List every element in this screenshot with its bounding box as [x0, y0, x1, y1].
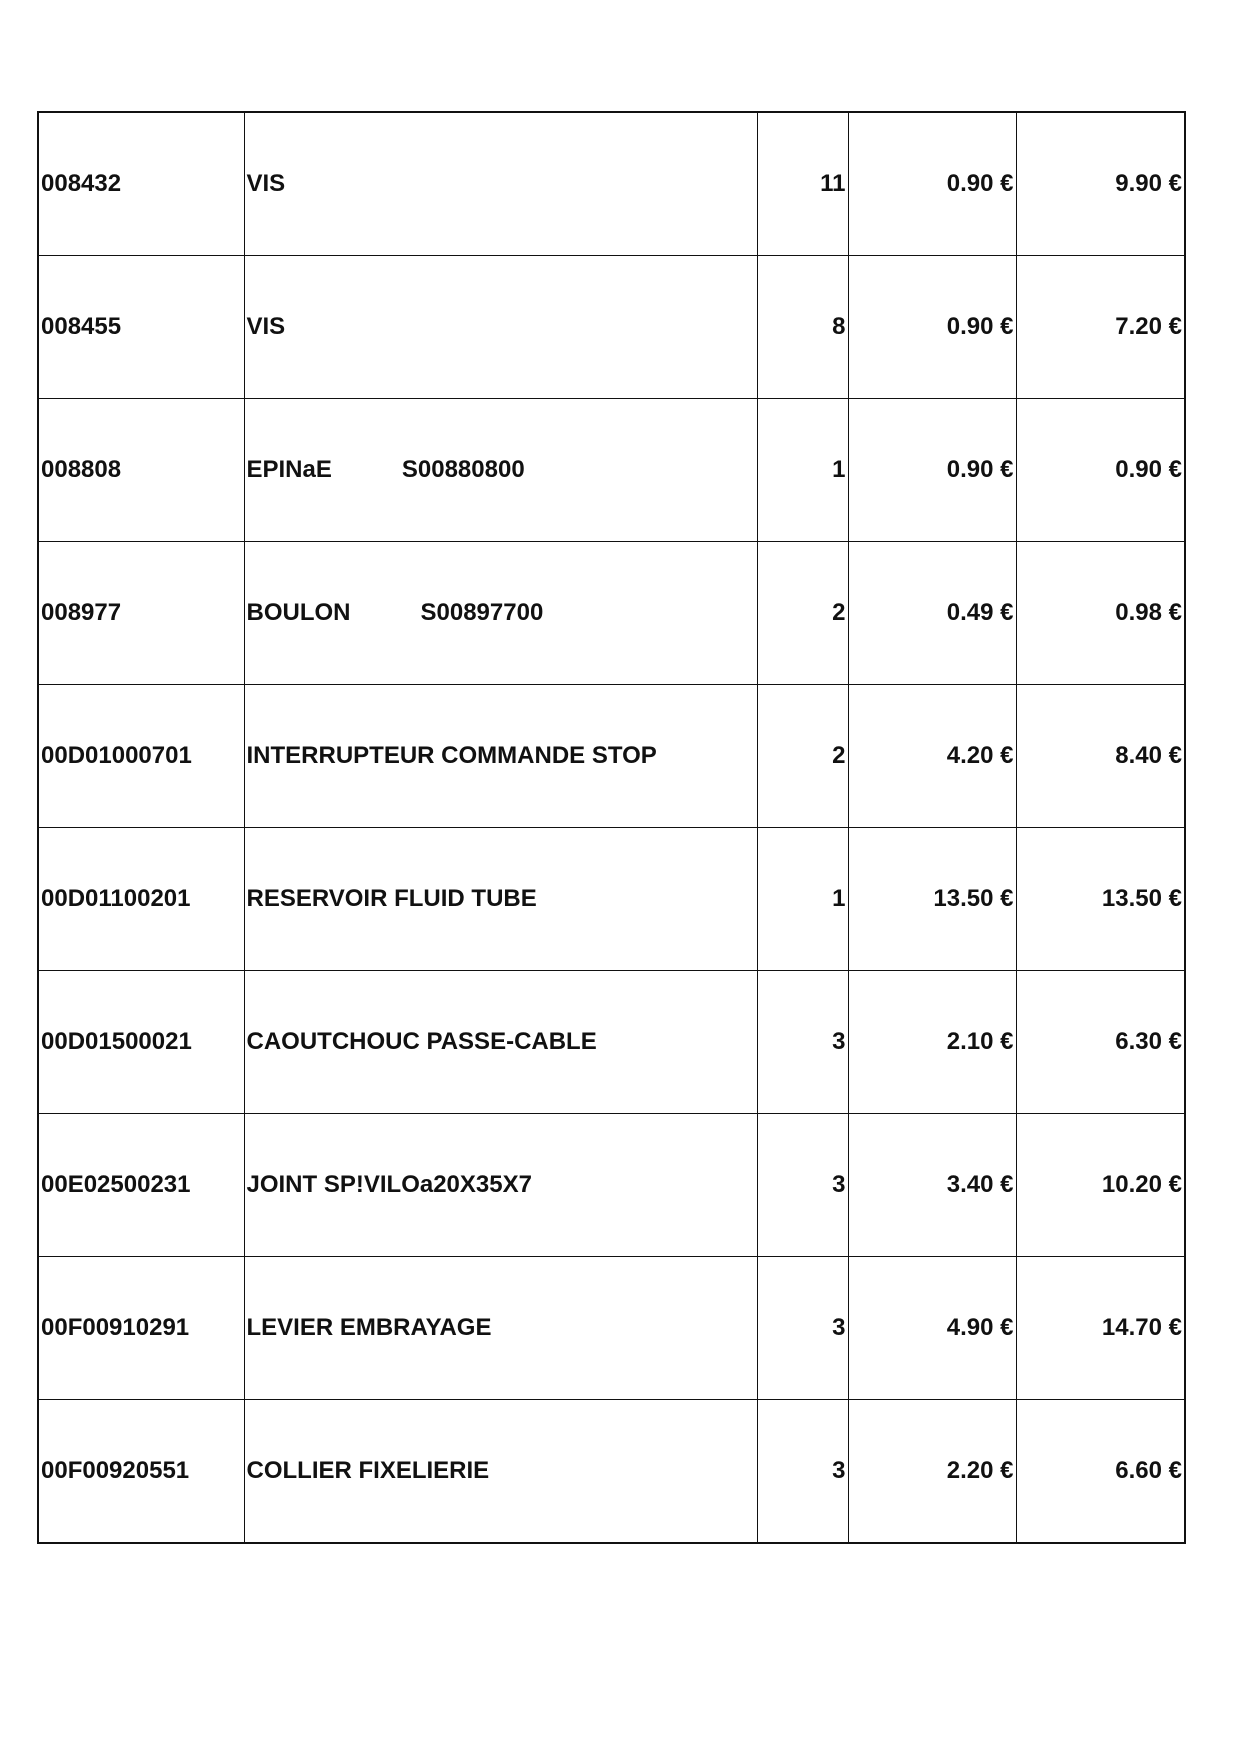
part-code: 008432 — [38, 112, 244, 256]
unit-price: 3.40 € — [848, 1114, 1016, 1257]
line-total: 6.30 € — [1016, 971, 1185, 1114]
part-reference: S00897700 — [420, 599, 544, 626]
description-text: INTERRUPTEUR COMMANDE STOP — [246, 742, 657, 769]
table-row — [38, 256, 1185, 399]
unit-price: 4.20 € — [848, 685, 1016, 828]
description-text: RESERVOIR FLUID TUBE — [246, 885, 537, 912]
line-total: 0.98 € — [1016, 542, 1185, 685]
part-description — [244, 542, 757, 685]
unit-price: 0.49 € — [848, 542, 1016, 685]
line-total: 7.20 € — [1016, 256, 1185, 399]
table-row — [38, 1400, 1185, 1544]
part-description — [244, 685, 757, 828]
part-description — [244, 399, 757, 542]
part-description — [244, 1114, 757, 1257]
description-text: CAOUTCHOUC PASSE-CABLE — [246, 1028, 597, 1055]
description-text: JOINT SP!VILOa20X35X7 — [246, 1171, 532, 1198]
description-text: VIS — [246, 313, 286, 340]
part-description — [244, 112, 757, 256]
description-text: LEVIER EMBRAYAGE — [246, 1314, 492, 1341]
table-row — [38, 542, 1185, 685]
part-description — [244, 1400, 757, 1544]
table-row — [38, 828, 1185, 971]
table-row — [38, 1257, 1185, 1400]
unit-price: 0.90 € — [848, 112, 1016, 256]
quantity: 3 — [757, 1257, 848, 1400]
part-code: 008455 — [38, 256, 244, 399]
quantity: 1 — [757, 399, 848, 542]
description-text: COLLIER FIXELIERIE — [246, 1457, 490, 1484]
line-total: 14.70 € — [1016, 1257, 1185, 1400]
part-description — [244, 828, 757, 971]
description-text: BOULON — [246, 599, 351, 626]
part-code: 00F00910291 — [38, 1257, 244, 1400]
unit-price: 4.90 € — [848, 1257, 1016, 1400]
part-code: 00D01100201 — [38, 828, 244, 971]
part-code: 00F00920551 — [38, 1400, 244, 1544]
part-description — [244, 971, 757, 1114]
quantity: 8 — [757, 256, 848, 399]
line-total: 13.50 € — [1016, 828, 1185, 971]
unit-price: 13.50 € — [848, 828, 1016, 971]
table-row — [38, 685, 1185, 828]
table-row — [38, 399, 1185, 542]
quantity: 11 — [757, 112, 848, 256]
quantity: 2 — [757, 685, 848, 828]
table-row — [38, 1114, 1185, 1257]
part-reference: S00880800 — [401, 456, 525, 483]
part-code: 00D01000701 — [38, 685, 244, 828]
unit-price: 0.90 € — [848, 256, 1016, 399]
quantity: 2 — [757, 542, 848, 685]
part-code: 00E02500231 — [38, 1114, 244, 1257]
quantity: 1 — [757, 828, 848, 971]
part-code: 008977 — [38, 542, 244, 685]
line-total: 9.90 € — [1016, 112, 1185, 256]
part-description — [244, 1257, 757, 1400]
description-text: VIS — [246, 170, 286, 197]
part-description — [244, 256, 757, 399]
unit-price: 0.90 € — [848, 399, 1016, 542]
line-total: 0.90 € — [1016, 399, 1185, 542]
parts-table-body — [38, 112, 1185, 1543]
part-code: 008808 — [38, 399, 244, 542]
quantity: 3 — [757, 971, 848, 1114]
description-text: EPINaE — [246, 456, 332, 483]
line-total: 6.60 € — [1016, 1400, 1185, 1544]
part-code: 00D01500021 — [38, 971, 244, 1114]
quantity: 3 — [757, 1400, 848, 1544]
line-total: 10.20 € — [1016, 1114, 1185, 1257]
quantity: 3 — [757, 1114, 848, 1257]
table-row — [38, 112, 1185, 256]
parts-table — [37, 111, 1186, 1544]
table-row — [38, 971, 1185, 1114]
line-total: 8.40 € — [1016, 685, 1185, 828]
unit-price: 2.10 € — [848, 971, 1016, 1114]
unit-price: 2.20 € — [848, 1400, 1016, 1544]
